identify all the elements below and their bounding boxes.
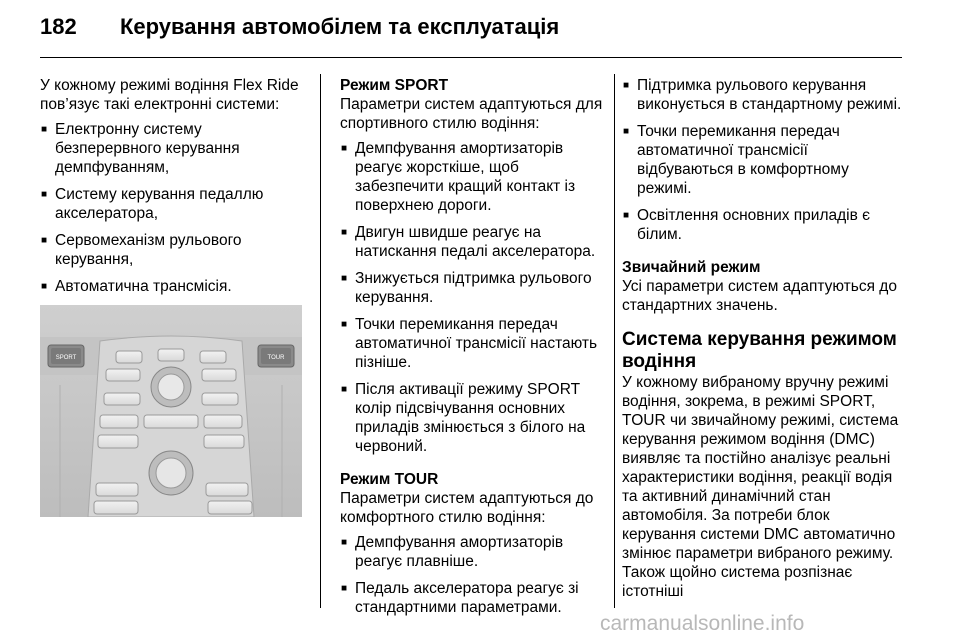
list-item: ■ Точки перемикання передач автоматичної трансмісії відбуваються в комфортному режимі. xyxy=(622,122,907,198)
dashboard-panel-drawing xyxy=(40,305,302,517)
list-item: ■ Сервомеханізм рульового керування, xyxy=(40,231,308,269)
list-item: ■ Підтримка рульового керування виконується в стандартному режимі. xyxy=(622,76,907,114)
col1-list xyxy=(40,120,308,296)
header-rule xyxy=(40,57,902,58)
page-number: 182 xyxy=(40,14,77,39)
left-knob xyxy=(151,367,191,407)
col1-intro: У кожному режимі водіння Flex Ride пов’язує такі електронні системи: xyxy=(40,77,299,113)
sport-button-label: SPORT xyxy=(55,355,77,361)
dmc-section-heading: Система керування режимом водіння xyxy=(622,329,897,372)
list-item: ■ Демпфування амортизаторів реагує плавніше. xyxy=(340,533,608,571)
watermark: carmanualsonline.info xyxy=(600,612,805,635)
tour-button-label: TOUR xyxy=(267,355,285,361)
tour-mode-heading: Режим TOUR xyxy=(340,471,439,488)
tour-button xyxy=(258,345,294,367)
page-title: Керування автомобілем та експлуатація xyxy=(120,14,560,39)
tour-mode-intro: Параметри систем адаптуються до комфортного стилю водіння: xyxy=(340,490,594,526)
list-item: ■ Автоматична трансмісія. xyxy=(40,277,308,296)
column-2 xyxy=(340,76,608,625)
list-item: ■ Після активації режиму SPORT колір підсвічування основних приладів змінюється з білого на червоний. xyxy=(340,380,608,456)
column-1 xyxy=(40,76,308,304)
list-item: ■ Систему керування педаллю акселератора, xyxy=(40,185,308,223)
list-item: ■ Електронну систему безперервного керування демпфуванням, xyxy=(40,120,308,177)
page-header xyxy=(40,14,920,54)
dmc-section-text: У кожному вибраному вручну режимі водіння, зокрема, в режимі SPORT, TOUR чи звичайному режимі, система керування режимом водіння (DMC) виявляє та постійно аналізує реальні характеристики водіння, реакції водія та активний динамічний стан автомобіля. За потреби блок керування системи DMC автоматично змінює параметри вибраного режиму. Також щойно система розпізнає істотніші xyxy=(622,374,899,600)
column-3 xyxy=(622,76,907,601)
list-item: ■ Педаль акселератора реагує зі стандартними параметрами. xyxy=(340,579,608,617)
column-divider xyxy=(614,74,615,608)
list-item: ■ Точки перемикання передач автоматичної трансмісії настають пізніше. xyxy=(340,315,608,372)
column-divider xyxy=(320,74,321,608)
bottom-knob xyxy=(149,451,193,495)
sport-mode-list xyxy=(340,139,608,456)
normal-mode-heading: Звичайний режим xyxy=(622,259,761,276)
list-item: ■ Двигун швидше реагує на натискання педалі акселератора. xyxy=(340,223,608,261)
list-item: ■ Знижується підтримка рульового керування. xyxy=(340,269,608,307)
sport-mode-heading: Режим SPORT xyxy=(340,77,449,94)
normal-mode-text: Усі параметри систем адаптуються до стандартних значень. xyxy=(622,278,897,314)
tour-mode-list xyxy=(340,533,608,617)
list-item: ■ Освітлення основних приладів є білим. xyxy=(622,206,907,244)
dashboard-buttons-illustration xyxy=(40,305,302,517)
tour-mode-list-continued xyxy=(622,76,907,244)
sport-mode-intro: Параметри систем адаптуються для спортивного стилю водіння: xyxy=(340,96,603,132)
sport-button xyxy=(48,345,84,367)
list-item: ■ Демпфування амортизаторів реагує жорсткіше, щоб забезпечити кращий контакт із поверхнею дороги. xyxy=(340,139,608,215)
